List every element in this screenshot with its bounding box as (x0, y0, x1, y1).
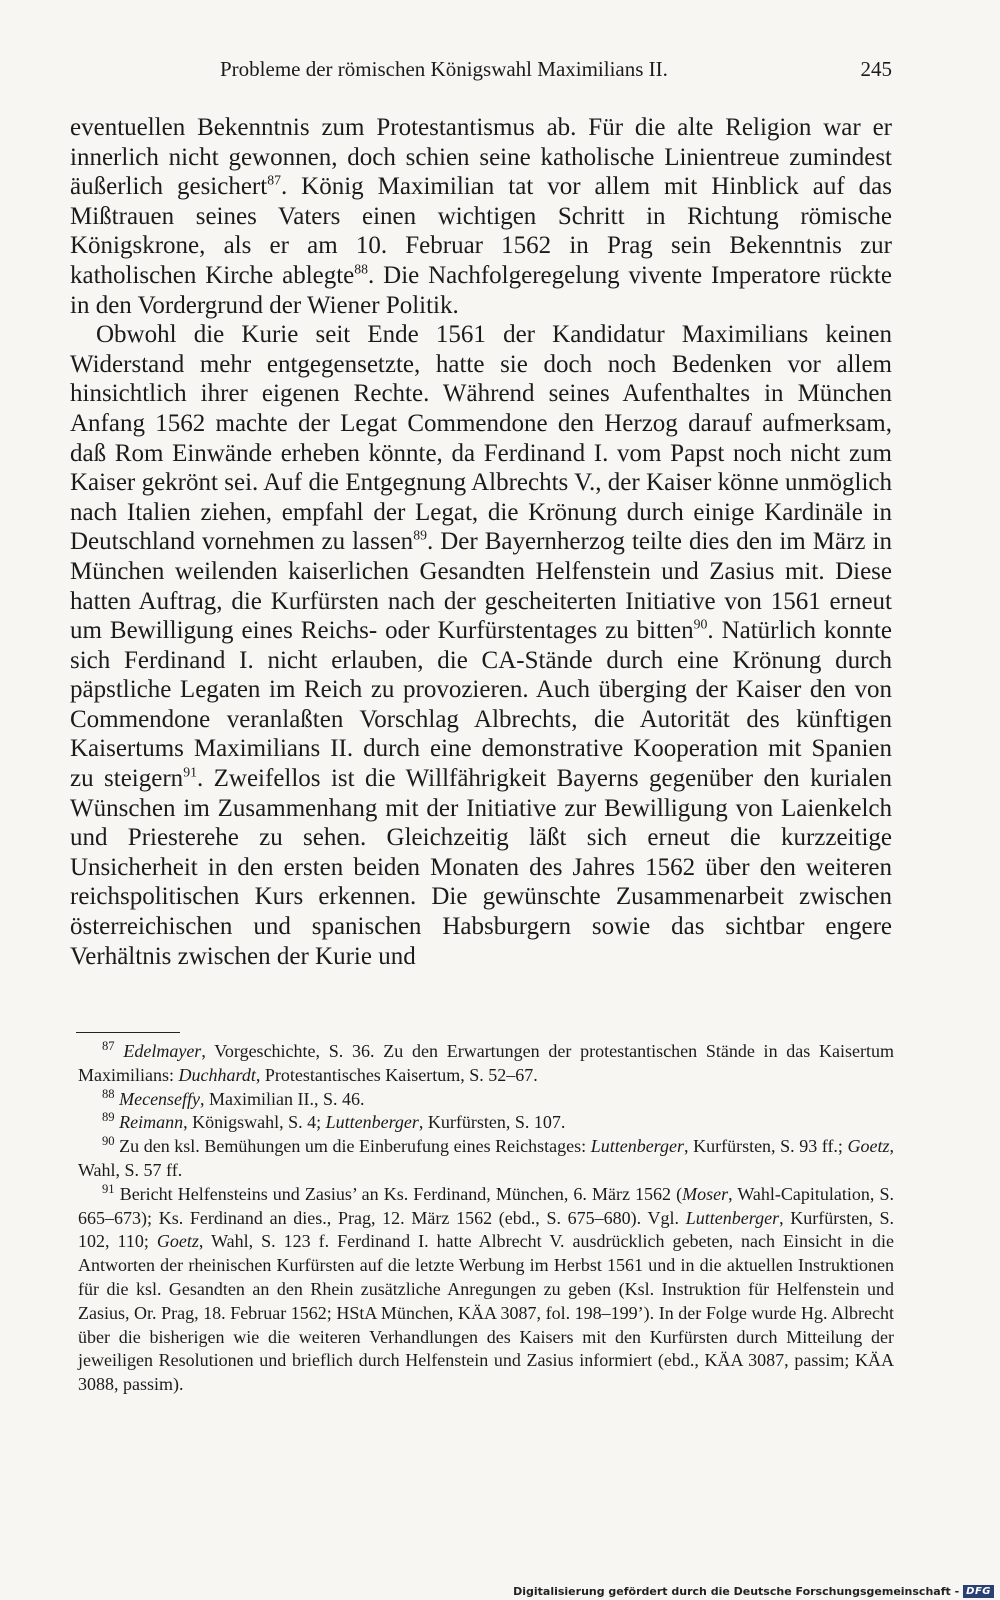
footnote-number: 90 (102, 1134, 115, 1149)
text-run: , Maximilian II., S. 46. (200, 1088, 365, 1109)
paragraph (70, 113, 892, 320)
footnote-ref[interactable]: 91 (183, 764, 197, 780)
author: Reimann (119, 1112, 184, 1133)
digitization-credit (513, 1585, 994, 1598)
text-run: . Die Nachfolgeregelung vivente Imperatore rückte in den Vordergrund der Wiener Politik. (70, 261, 892, 319)
author: Duchhardt (178, 1064, 256, 1085)
main-text (70, 113, 892, 971)
author: Edelmayer (123, 1041, 202, 1061)
footnote-ref[interactable]: 90 (693, 616, 708, 632)
footnote-ref[interactable]: 88 (354, 261, 369, 277)
text-run: , Kurfürsten, S. 102, 110; (78, 1207, 894, 1252)
text-run: . König Maximilian tat vor allem mit Hinblick auf das Mißtrauen seines Vaters einen wichtigen Schritt in Richtung römische Königskrone, als er am 10. Februar 1562 in Prag sein Bekenntnis zur katholischen Kirche ablegte (70, 173, 892, 289)
text-run: , Kurfürsten, S. 107. (418, 1112, 566, 1133)
text-run: . Zweifellos ist die Willfährigkeit Bayerns gegenüber den kurialen Wünschen im Zusammenhang mit der Initiative zur Bewilligung von Laienkelch und Priesterehe zu sehen. Gleichzeitig läßt sich erneut die kurzzeitige Unsicherheit in den ersten beiden Monaten des Jahres 1562 über den weiteren reichspolitischen Kurs erkennen. Die gewünschte Zusammenarbeit zwischen österreichischen und spanischen Habsburgern sowie das sichtbar engere Verhältnis zwischen der Kurie und (70, 765, 893, 970)
text-run: Zu den ksl. Bemühungen um die Einberufung eines Reichstages: (119, 1136, 591, 1157)
text-run: . Der Bayernherzog teilte dies den im März in München weilenden kaiserlichen Gesandten Helfenstein und Zasius mit. Diese hatten Auftrag, die Kurfürsten nach der gescheiterten Initiative von 1561 erneut um Bewilligung eines Reichs- oder Kurfürstentages zu bitten (70, 528, 892, 645)
footnote-number: 91 (102, 1181, 115, 1196)
text-run: , Wahl-Capitulation, S. 665–673); Ks. Ferdinand an dies., Prag, 12. März 1562 (ebd., S. 675–680). Vgl. (78, 1183, 894, 1228)
text-run: Bericht Helfensteins und Zasius’ an Ks. Ferdinand, München, 6. März 1562 ( (119, 1183, 683, 1204)
text-run: , Wahl, S. 57 ff. (78, 1136, 895, 1180)
footnote-separator (76, 1032, 180, 1033)
footnotes (78, 1040, 894, 1397)
text-run: eventuellen Bekenntnis zum Protestantismus ab. Für die alte Religion war er innerlich nicht gewonnen, doch schien seine katholische Linientreue zumindest äußerlich gesichert (70, 114, 892, 201)
text-run: , Vorgeschichte, S. 36. Zu den Erwartungen der protestantischen Stände in das Kaisertum Maximilians: (78, 1041, 895, 1085)
author: Moser (682, 1183, 729, 1204)
author: Goetz (847, 1136, 890, 1157)
running-header (70, 55, 892, 85)
text-run: Obwohl die Kurie seit Ende 1561 der Kandidatur Maximilians keinen Widerstand mehr entgegensetzte, hatte sie doch noch Bedenken vor allem hinsichtlich ihrer eigenen Rechte. Während seines Aufenthaltes in München Anfang 1562 machte der Legat Commendone den Herzog darauf aufmerksam, daß Rom Einwände erheben könnte, da Ferdinand I. vom Papst noch nicht zum Kaiser gekrönt sei. Auf die Entgegnung Albrechts V., der Kaiser könne unmöglich nach Italien ziehen, empfahl der Legat, die Krönung durch einige Kardinäle in Deutschland vornehmen zu lassen (70, 321, 892, 556)
footnote-88 (78, 1088, 894, 1112)
footnote-91 (78, 1183, 894, 1397)
credit-text: Digitalisierung gefördert durch die Deutsche Forschungsgemeinschaft - (513, 1585, 960, 1598)
text-run: , Wahl, S. 123 f. Ferdinand I. hatte Albrecht V. ausdrücklich gebeten, nach Einsicht in die Antworten der rheinischen Kurfürsten auf die letzte Werbung im Herbst 1561 und in die aktuellen Instruktionen für die ksl. Gesandten an den Rhein zusätzliche Anregungen zu geben (Ksl. Instruktion für Helfenstein und Zasius, Or. Prag, 18. Februar 1562; HStA München, KÄA 3087, fol. 198–199’). In der Folge wurde Hg. Albrecht über die bisherigen wie die weiteren Verhandlungen des Kaisers mit den Kurfürsten durch Mitteilung der jeweiligen Resolutionen und brieflich durch Helfenstein und Zasius informiert (ebd., KÄA 3087, passim; KÄA 3088, passim). (78, 1231, 894, 1395)
author: Luttenberger (590, 1136, 685, 1157)
text-run: , Kurfürsten, S. 93 ff.; (684, 1136, 848, 1157)
author: Luttenberger (685, 1207, 780, 1228)
footnote-number: 89 (102, 1110, 115, 1125)
footnote-87 (78, 1040, 894, 1088)
paragraph (70, 320, 892, 971)
running-title: Probleme der römischen Königswahl Maximilians II. (220, 57, 668, 81)
author: Luttenberger (325, 1112, 419, 1133)
footnote-number: 88 (102, 1086, 115, 1101)
dfg-logo: DFG (963, 1585, 994, 1598)
author: Mecenseffy (119, 1088, 201, 1109)
footnote-number: 87 (102, 1039, 115, 1053)
text-run: . Natürlich konnte sich Ferdinand I. nicht erlauben, die CA-Stände durch eine Krönung durch päpstliche Legaten im Reich zu provozieren. Auch überging der Kaiser den von Commendone veranlaßten Vorschlag Albrechts, die Autorität des künftigen Kaisertums Maximilians II. durch eine demonstrative Kooperation mit Spanien zu steigern (70, 617, 892, 793)
text-run: , Protestantisches Kaisertum, S. 52–67. (255, 1064, 538, 1085)
footnote-89 (78, 1111, 894, 1135)
footnote-ref[interactable]: 87 (267, 172, 281, 188)
footnote-ref[interactable]: 89 (413, 527, 427, 543)
page-number: 245 (860, 57, 892, 81)
footnote-90 (78, 1135, 894, 1183)
author: Goetz (156, 1231, 199, 1252)
text-run: , Königswahl, S. 4; (183, 1112, 326, 1133)
